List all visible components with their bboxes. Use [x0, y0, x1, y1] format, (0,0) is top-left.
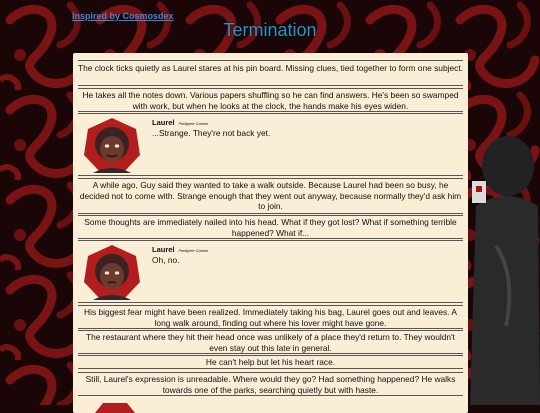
story-paragraph: A while ago, Guy said they wanted to take a walk outside. Because Laurel had been so busy, he decided not to come with. Strange enough that they went out anyway, because normally they'd ask him to join. [78, 178, 463, 214]
laurel-portrait [83, 117, 141, 175]
story-paragraph: The restaurant where they hit their head once was unlikely of a place they'd return to. They wouldn't even stay out this late in general. [78, 330, 463, 354]
dialogue-block [78, 240, 463, 303]
speaker-tag: Pedigree Canine [178, 121, 209, 126]
story-paragraph: He takes all the notes down. Various papers shuffling so he can find answers. He's been so swamped with work, but when he looks at the clock, the hands make his eyes widen. [78, 88, 463, 112]
inspired-by-link[interactable]: Inspired by Cosmosdex [72, 11, 174, 21]
laurel-portrait-partial [95, 401, 135, 413]
speaker-tag: Pedigree Canine [178, 248, 209, 253]
dialogue-line: Oh, no. [152, 255, 180, 265]
story-paragraph: Still, Laurel's expression is unreadable. Where would they go? Had something happened? He walks towards one of the parks, searching quietly but with haste. [78, 372, 463, 396]
speaker-name: Laurel Pedigree Canine [152, 118, 209, 127]
story-paragraph: The clock ticks quietly as Laurel stares at his pin board. Missing clues, tied together to form one subject. [78, 60, 463, 86]
laurel-portrait [83, 244, 141, 302]
speaker-name: Laurel Pedigree Canine [152, 245, 209, 254]
page-title: Termination [223, 20, 317, 40]
character-figure-decoration [466, 126, 540, 405]
story-paragraph: His biggest fear might have been realized. Immediately taking his bag, Laurel goes out and leaves. A long walk around, finding out where his lover might have gone. [78, 305, 463, 329]
dialogue-block [78, 113, 463, 176]
story-paragraph: He can't help but let his heart race. [78, 355, 463, 369]
story-panel [73, 53, 468, 413]
story-paragraph: Some thoughts are immediately nailed into his head. What if they got lost? What if something terrible happened? What if... [78, 215, 463, 239]
dialogue-line: ...Strange. They're not back yet. [152, 128, 271, 138]
